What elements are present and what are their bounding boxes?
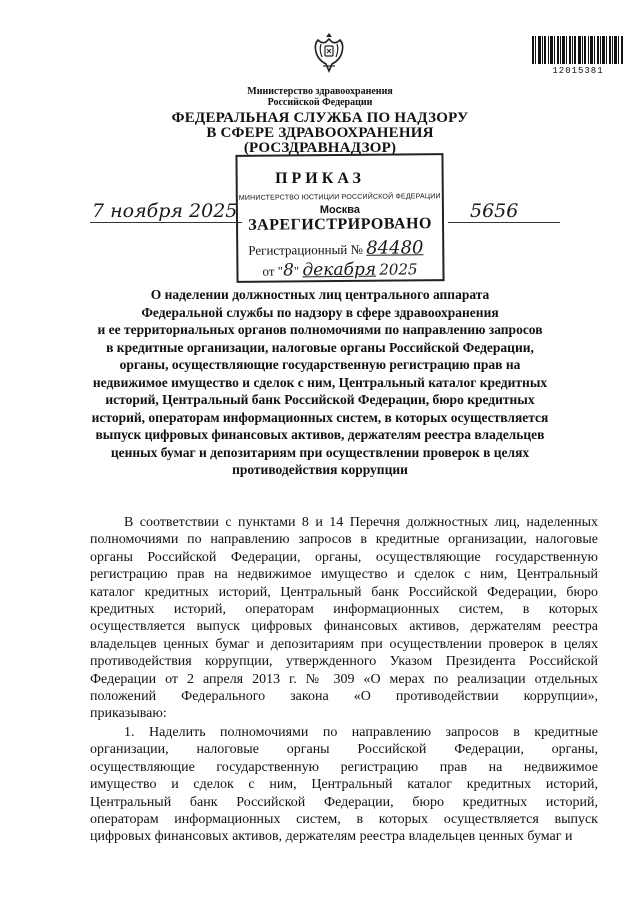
stamp-registration-number	[248, 237, 423, 260]
preamble-line: осуществляется выпуск цифровых финансовых активов, держателям реестра	[90, 619, 598, 635]
ministry-name-line-2: Российской Федерации	[267, 97, 373, 108]
title-line: недвижимое имущество и сделок с ним, Центральный каталог кредитных	[92, 374, 548, 390]
stamp-date-year: 2025	[379, 260, 418, 279]
item-1-line: операторам информационных систем, в которых осуществляется выпуск	[90, 812, 598, 828]
paragraph-preamble	[90, 514, 598, 723]
item-1-line: имущество и сделок с ним, Центральный каталог кредитных историй,	[90, 777, 598, 793]
stamp-reg-number: 84480	[366, 237, 424, 259]
preamble-line: приказываю:	[90, 706, 167, 722]
title-line: Федеральной службы по надзору в сфере здравоохранения	[141, 304, 499, 320]
preamble-line: положений Федерального закона «О противодействии коррупции»,	[90, 689, 598, 705]
paragraph-item-1	[90, 724, 598, 846]
title-line: в кредитные организации, налоговые органы Российской Федерации,	[106, 339, 534, 355]
order-date-line	[90, 222, 242, 223]
item-1-line: цифровых финансовых активов, держателям реестра владельцев ценных бумаг и	[90, 829, 573, 845]
preamble-line: противодействия коррупции, утвержденного Указом Президента Российской	[90, 654, 598, 670]
title-line: историй, Центральный банк Российской Федерации, бюро кредитных	[105, 392, 535, 407]
preamble-line: владельцев ценных бумаг и депозитариям при осуществлении проверок в целях	[90, 636, 598, 652]
service-name-line-3: (РОСЗДРАВНАДЗОР)	[243, 140, 397, 156]
service-name-line-1: ФЕДЕРАЛЬНАЯ СЛУЖБА ПО НАДЗОРУ	[171, 110, 469, 126]
order-number-handwritten: 5656	[470, 200, 519, 222]
item-1-line: организации, налоговые органы Российской Федерации, органы,	[90, 742, 598, 758]
preamble-line: каталог кредитных историй, Центральный банк Российской Федерации, бюро	[90, 584, 598, 600]
ministry-name-line-1: Министерство здравоохранения	[247, 86, 393, 97]
preamble-line: кредитных историй, операторам информационных систем, в которых	[90, 602, 598, 618]
item-1-line: 1. Наделить полномочиями по направлению запросов в кредитные	[124, 725, 598, 740]
title-line: историй, операторам информационных систем, в которых осуществляется	[91, 409, 549, 425]
stamp-date-month: декабря	[302, 259, 377, 281]
item-1-line: осуществляющие государственную регистрацию прав на недвижимое	[90, 759, 598, 775]
stamp-city: Москва	[319, 203, 361, 217]
order-word: ПРИКАЗ	[275, 170, 365, 187]
title-line: и ее территориальных органов полномочиями по направлению запросов	[97, 322, 543, 337]
preamble-line: В соответствии с пунктами 8 и 14 Перечня должностных лиц, наделенных	[124, 515, 598, 530]
preamble-line: регистрацию прав на недвижимое имущество и сделок с ним, Центральный	[90, 567, 598, 583]
stamp-date-day: 8	[282, 260, 294, 281]
stamp-date-prefix: от "	[262, 263, 284, 279]
barcode	[531, 36, 625, 64]
stamp-reg-label: Регистрационный №	[248, 241, 364, 258]
order-number-line	[448, 222, 560, 223]
stamp-ministry: МИНИСТЕРСТВО ЮСТИЦИИ РОССИЙСКОЙ ФЕДЕРАЦИИ	[238, 193, 441, 202]
preamble-line: Федерации от 2 апреля 2013 г. № 309 «О мерах по реализации отдельных	[90, 671, 598, 687]
item-1-line: Центральный банк Российской Федерации, бюро кредитных историй,	[90, 794, 598, 810]
title-line: органы, осуществляющие государственную регистрацию прав на	[119, 357, 521, 372]
barcode-number: 12015381	[552, 66, 604, 76]
service-name-line-2: В СФЕРЕ ЗДРАВООХРАНЕНИЯ	[206, 125, 434, 141]
document-title	[70, 286, 570, 479]
title-line: О наделении должностных лиц центрального аппарата	[150, 287, 490, 302]
stamp-date: от "8" декабря 2025	[262, 259, 418, 281]
preamble-line: органы Российской Федерации, органы, осуществляющие государственную	[90, 549, 598, 565]
title-line: выпуск цифровых финансовых активов, держателям реестра владельцев	[95, 427, 545, 442]
preamble-line: полномочиями по направлению запросов в кредитные организации, налоговые	[90, 532, 598, 548]
stamp-registered: ЗАРЕГИСТРИРОВАНО	[248, 215, 433, 234]
title-line: ценных бумаг и депозитариям при осуществлении проверок в целях	[110, 444, 530, 460]
coat-of-arms-emblem	[312, 30, 346, 74]
order-date-handwritten: 7 ноября 2025	[92, 200, 238, 222]
title-line: противодействия коррупции	[232, 462, 408, 477]
